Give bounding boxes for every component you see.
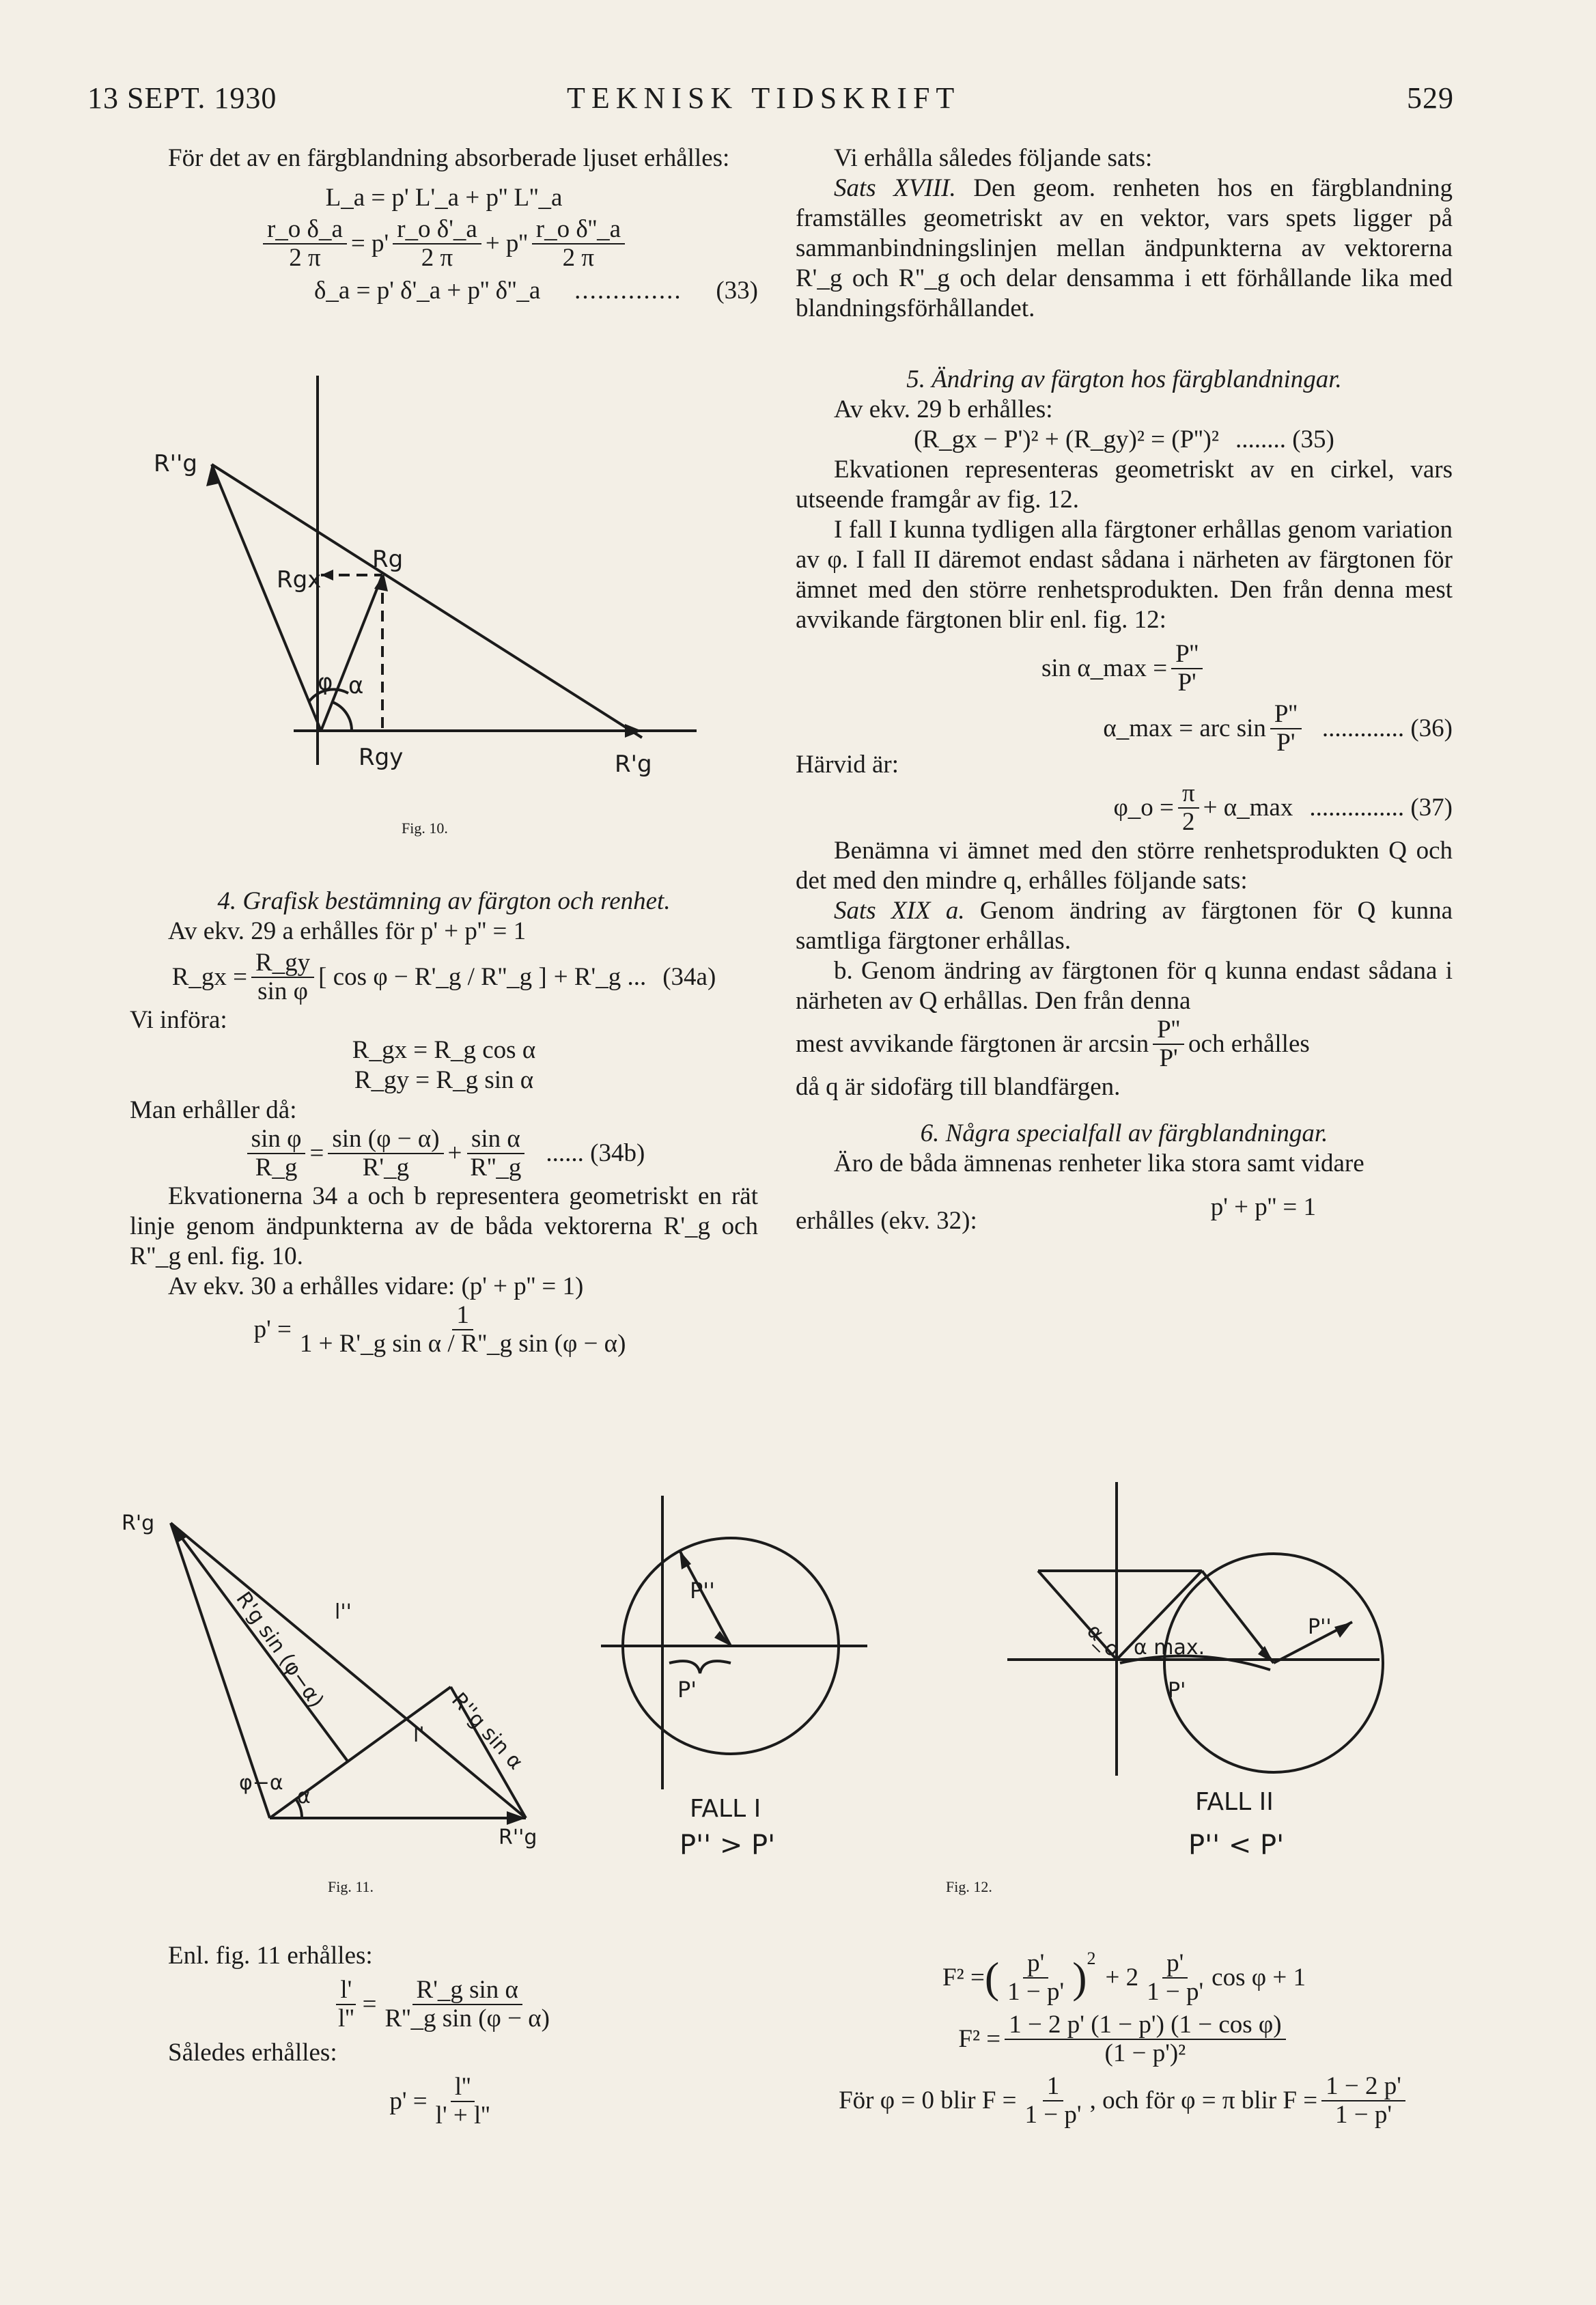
fig11-label-rg2: R''g [499, 1826, 537, 1849]
fig12-fall1-cond: P'' > P' [680, 1830, 776, 1861]
equation-delta: $\frac{\text{r\_o δ\_a}}{2 \pi}$ = p' $\frac{\text{r\_o δ'\_a}}{2 \pi}$ + p'' $\frac{\text{r\_o δ''\_a}}{2 \pi}$ [130, 216, 758, 272]
bottom-left [130, 1941, 758, 2129]
fig12-fall1-label-p2: P'' [690, 1578, 715, 1604]
section6-text: Äro de båda ämnenas renheter lika stora samt vidare [834, 1149, 1364, 1177]
fig10-caption: Fig. 10. [402, 820, 448, 837]
fig11-label-a: α [297, 1785, 311, 1808]
eq33-tag: (33) [716, 277, 758, 305]
equation-p: p' = $\frac{1}{\text{1 + R'\_g sin α / R''\_g sin (φ − α)}}$ [253, 1301, 626, 1358]
section4-heading: 4. Grafisk bestämning av färgton och renhet. [217, 887, 671, 915]
fig10-label-rg: Rg [372, 546, 404, 573]
sats-18: Sats XVIII. Den geom. renheten hos en färgblandning framställes geometriskt av en vektor, vars spets ligger på sammanbindningslinjen mellan ändpunkterna av vektorerna R'_g och R''_g och delar densamma i ett förhållande lika med blandningsförhållandet. [796, 174, 1453, 322]
equation-37: φ_o = $\frac{\pi}{2}$ + α_max ............... (37) [1113, 779, 1453, 836]
sats-19b-last: då q är sidofärg till blandfärgen. [796, 1073, 1121, 1101]
equation-p2: p' = $\frac{l''}{l' + l''}$ [389, 2073, 490, 2129]
fig10-label-rgx: Rgx [277, 566, 322, 593]
section6-heading: 6. Några specialfall av färgblandningar. [920, 1119, 1328, 1147]
equation-sin-amax: sin α_max = $\frac{P''}{P'}$ [796, 641, 1453, 697]
fig12-fall2-cond: P'' < P' [1188, 1830, 1285, 1861]
sats-19b: b. Genom ändring av färgtonen för q kunna endast sådana i närheten av Q erhållas. Den från denna [796, 957, 1453, 1015]
header-date: 13 SEPT. 1930 [87, 81, 277, 115]
equation-pp: erhålles (ekv. 32): p' + p'' = 1 [796, 1193, 1316, 1235]
fig12-fall2-label-p1: P' [1168, 1679, 1186, 1703]
fig11-label-rg1: R'g [122, 1511, 155, 1535]
equation-35: (R_gx − P')² + (R_gy)² = (P'')² ........ (35) [914, 425, 1334, 453]
harvid: Härvid är: [796, 751, 899, 779]
left-column-top [130, 143, 758, 306]
fig12-fall2-label-p2: P'' [1308, 1615, 1332, 1639]
vi-erhalla: Vi erhålla således följande sats: [834, 144, 1153, 172]
fig12-fall1-title: FALL I [690, 1795, 761, 1823]
figure-10 [116, 369, 799, 806]
figure-12-fall2 [997, 1475, 1420, 1871]
intro-paragraph: För det av en färgblandning absorberade ljuset erhålles: [168, 144, 730, 172]
fig10-label-phi: φ [318, 669, 333, 696]
equation-l: $\frac{l'}{l''}$ = $\frac{\text{R'\_g sin α}}{\text{R''\_g sin (φ − α)}}$ [130, 1976, 758, 2032]
fig12-caption: Fig. 12. [946, 1878, 992, 1895]
bottom-right [796, 1950, 1453, 2129]
fig12-fall1-label-p1: P' [677, 1677, 697, 1703]
header-page-number: 529 [1407, 81, 1454, 115]
header-journal: TEKNISK TIDSKRIFT [567, 81, 961, 115]
left-column-section4 [130, 869, 758, 1358]
fig10-label-rgy: Rgy [359, 744, 404, 771]
fig10-label-alpha: α [348, 672, 364, 699]
fig12-fall2-label-amax: α max. [1134, 1636, 1205, 1660]
para-30a: Av ekv. 30 a erhålles vidare: (p' + p'' = 1) [168, 1272, 584, 1300]
fig10-label-rg2: R''g [154, 450, 197, 477]
sats-19a: Sats XIX a. Genom ändring av färgtonen för Q kunna samtliga färgtoner erhållas. [796, 897, 1453, 955]
fig11-label-rg-sin-a: R''g sin α [447, 1688, 528, 1775]
equation-34b: $\frac{\text{sin φ}}{R\_g}$ = $\frac{\sin (\varphi - \alpha)}{R'\_g}$ + $\frac{\text{sin α}}{R''\_g}$ ...... (34b) [130, 1126, 758, 1182]
fig12-fall2-title: FALL II [1195, 1788, 1274, 1816]
para-fall: I fall I kunna tydligen alla färgtoner erhållas genom variation av φ. I fall II däremot endast sådana i närheten av färgtonen för ämnet med den större renhetsprodukten. Den från denna mest avvikande färgtonen blir enl. fig. 12: [796, 516, 1453, 634]
figure-12-fall1 [594, 1489, 881, 1885]
final-line: För φ = 0 blir F = $\frac{1}{1 - p'}$ , och för φ = π blir F = $\frac{1 - 2 p'}{1 - p'}$ [796, 2073, 1453, 2129]
section4-intro: Av ekv. 29 a erhålles för p' + p'' = 1 [168, 917, 527, 945]
equation-F2: F² = ( $\frac{p'}{1 - p'}$ ) 2 + 2 $\frac{p'}{1 - p'}$ cos φ + 1 [942, 1948, 1306, 2006]
fig11-label-phi-a: φ−α [239, 1771, 283, 1795]
fig11-label-l2: l'' [335, 1600, 352, 1624]
section5-heading: 5. Ändring av färgton hos färgblandningar. [906, 365, 1342, 393]
fig12-fall2-label-ao: α_o [1082, 1619, 1125, 1662]
man-erhaller: Man erhåller då: [130, 1096, 297, 1124]
right-column [796, 143, 1453, 1236]
equation-34a: R_gx = $\frac{R\_gy}{\text{sin φ}}$ [ cos φ − R'_g / R''_g ] + R'_g ... (34a) [171, 949, 716, 1005]
para-34: Ekvationerna 34 a och b representera geometriskt en rät linje genom ändpunkterna av de båda vektorerna R'_g och R''_g enl. fig. 10. [130, 1182, 758, 1270]
sats-19b-line: mest avvikande färgtonen är arcsin $\frac{P''}{P'}$ och erhålles [796, 1016, 1310, 1072]
enl-fig11: Enl. fig. 11 erhålles: [168, 1942, 373, 1970]
fig11-caption: Fig. 11. [328, 1878, 374, 1895]
figure-11 [102, 1503, 580, 1885]
equation-36: α_max = arc sin $\frac{P''}{P'}$ ............. (36) [1103, 700, 1453, 757]
para-Q: Benämna vi ämnet med den större renhetsprodukten Q och det med den mindre q, erhålles följande sats: [796, 837, 1453, 895]
fig11-label-l1: l' [413, 1723, 425, 1747]
saledes: Således erhålles: [168, 2039, 337, 2067]
section5-intro: Av ekv. 29 b erhålles: [834, 395, 1053, 423]
fig10-label-rg1: R'g [615, 751, 652, 778]
equation-33: δ_a = p' δ'_a + p'' δ''_a .............. (33) [314, 277, 758, 305]
equation-F2b: F² = $\frac{\text{1 − 2 p' (1 − p') (1 − cos φ)}}{\text{(1 − p')²}}$ [796, 2011, 1453, 2067]
vi-infora: Vi införa: [130, 1006, 227, 1034]
equation-la: L_a = p' L'_a + p'' L''_a [325, 184, 563, 212]
fig11-label-rg-sin-phi: R'g sin (φ−α) [231, 1587, 328, 1713]
def-rgx: R_gx = R_g cos α [352, 1036, 536, 1064]
para-35: Ekvationen representeras geometriskt av en cirkel, vars utseende framgår av fig. 12. [796, 456, 1453, 514]
def-rgy: R_gy = R_g sin α [354, 1066, 534, 1094]
